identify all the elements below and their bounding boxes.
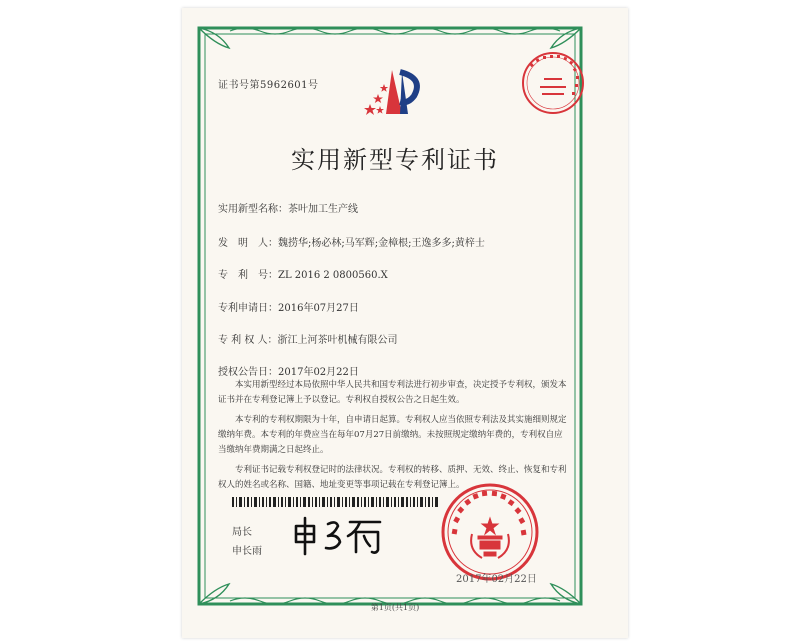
state-office-seal xyxy=(440,482,540,582)
field-value: 茶叶加工生产线 xyxy=(288,204,358,215)
field-label: 专利申请日： xyxy=(218,303,278,314)
agency-seal-stamp xyxy=(520,50,586,116)
field-value: 浙江上河茶叶机械有限公司 xyxy=(277,335,398,346)
field-label: 发 明 人： xyxy=(218,238,278,249)
page-number: 第1页(共1页) xyxy=(370,603,420,612)
field-value: 2016年07月27日 xyxy=(278,303,359,314)
field-patentee xyxy=(218,331,398,346)
logo-blue-band xyxy=(400,72,408,114)
field-utility-model-name xyxy=(218,200,358,215)
field-value: 2017年02月22日 xyxy=(278,367,359,378)
handwritten-signature xyxy=(290,512,390,558)
logo-red-band xyxy=(386,70,402,114)
certificate-number: 证书号第5962601号 xyxy=(218,80,319,91)
field-label: 实用新型名称： xyxy=(218,204,288,215)
patent-office-logo xyxy=(362,64,428,122)
certificate-body-text xyxy=(218,378,568,498)
field-patent-number xyxy=(218,266,388,281)
field-value: ZL 2016 2 0800560.X xyxy=(278,270,388,281)
barcode xyxy=(232,497,442,507)
logo-star-icon xyxy=(380,84,388,92)
field-label: 专 利 权 人： xyxy=(218,335,278,346)
field-label: 授权公告日： xyxy=(218,367,278,378)
field-inventors xyxy=(218,234,485,249)
body-paragraph: 本专利的专利权期限为十年，自申请日起算。专利权人应当依照专利法及其实施细则规定缴纳年费。本专利的年费应当在每年07月27日前缴纳。未按照规定缴纳年费的，专利权自应当缴纳年费期满之日起终止。 xyxy=(218,415,567,455)
logo-star-icon xyxy=(364,104,376,115)
field-grant-date xyxy=(218,363,359,378)
field-value: 魏捞华;杨必林;马军辉;金樟根;王逸多多;黄梓士 xyxy=(278,238,485,249)
field-label: 专 利 号： xyxy=(218,270,278,281)
logo-star-icon xyxy=(376,106,384,114)
certificate-title: 实用新型专利证书 xyxy=(291,146,499,174)
signer-name: 申长雨 xyxy=(232,546,262,557)
issue-date: 2017年02月22日 xyxy=(456,574,537,585)
signer-title: 局长 xyxy=(232,527,252,538)
body-paragraph: 本实用新型经过本局依照中华人民共和国专利法进行初步审查，决定授予专利权，颁发本证书并在专利登记簿上予以登记。专利权自授权公告之日起生效。 xyxy=(218,380,567,405)
field-application-date xyxy=(218,299,359,314)
logo-star-icon xyxy=(373,94,383,103)
body-paragraph: 专利证书记载专利权登记时的法律状况。专利权的转移、质押、无效、终止、恢复和专利权人的姓名或名称、国籍、地址变更等事项记载在专利登记簿上。 xyxy=(218,465,567,490)
